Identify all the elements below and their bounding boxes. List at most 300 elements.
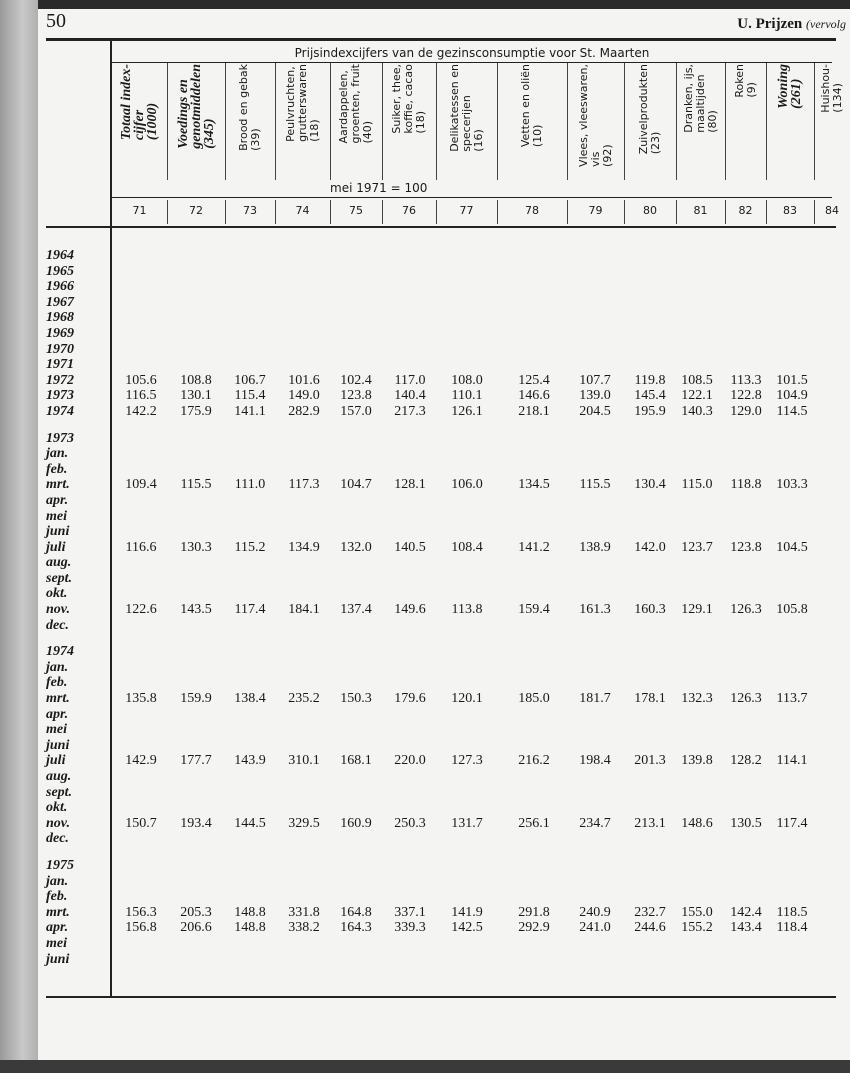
column-header-line: maaltijden: [693, 74, 707, 133]
row-label: 1964: [46, 248, 74, 263]
column-number: 73: [243, 204, 257, 217]
column-header-line: genotmiddelen: [188, 64, 204, 149]
running-head-main: U. Prijzen: [737, 16, 803, 32]
table-row: [0, 920, 850, 936]
cell-78: 125.4: [518, 372, 550, 388]
row-label: mei: [46, 935, 67, 951]
running-head-suffix: (vervolg: [806, 17, 846, 31]
header-bottom-rule: [46, 226, 836, 228]
cell-71: 116.6: [125, 539, 157, 555]
cell-78: 218.1: [518, 403, 550, 419]
cell-82: 142.4: [730, 904, 762, 920]
row-label: juli: [46, 539, 66, 555]
cell-71: 122.6: [125, 602, 157, 618]
row-label: apr.: [46, 920, 69, 936]
row-label: feb.: [46, 889, 68, 905]
cell-81: 115.0: [681, 477, 713, 493]
row-label: nov.: [46, 815, 70, 831]
table-row: [0, 404, 850, 420]
table-row: [0, 769, 850, 785]
cell-79: 198.4: [579, 753, 611, 769]
cell-81: 139.8: [681, 753, 713, 769]
cell-71: 135.8: [125, 691, 157, 707]
row-label: 1968: [46, 310, 74, 326]
cell-79: 107.7: [579, 372, 611, 388]
table-row: [0, 785, 850, 801]
cell-71: 142.9: [125, 753, 157, 769]
title-rule: [112, 62, 832, 63]
row-label: nov.: [46, 602, 70, 618]
row-label: juni: [46, 951, 70, 967]
table-row: [0, 816, 850, 832]
cell-79: 115.5: [579, 477, 611, 493]
row-label: apr.: [46, 706, 69, 722]
column-header-line: Zuivelprodukten: [637, 64, 650, 155]
cell-76: 140.4: [394, 388, 426, 404]
cell-83: 103.3: [776, 477, 808, 493]
cell-73: 148.8: [234, 904, 266, 920]
cell-77: 120.1: [451, 691, 483, 707]
row-label: juni: [46, 524, 70, 540]
cell-77: 108.0: [451, 372, 483, 388]
row-label: mei: [46, 722, 67, 738]
row-label: 1966: [46, 279, 74, 295]
cell-76: 337.1: [394, 904, 426, 920]
table-row: [0, 858, 850, 874]
row-label: 1972: [46, 372, 74, 388]
cell-77: 108.4: [451, 539, 483, 555]
table-row: [0, 874, 850, 890]
table-row: [0, 264, 850, 280]
column-number: 72: [189, 204, 203, 217]
cell-81: 123.7: [681, 539, 713, 555]
cell-78: 146.6: [518, 388, 550, 404]
cell-79: 234.7: [579, 815, 611, 831]
cell-76: 128.1: [394, 477, 426, 493]
cell-75: 164.8: [340, 904, 372, 920]
cell-74: 235.2: [288, 691, 320, 707]
column-header-line: (134): [831, 83, 844, 113]
row-label: jan.: [46, 873, 69, 889]
table-row: [0, 540, 850, 556]
cell-72: 115.5: [180, 477, 212, 493]
header-rule: [112, 197, 832, 198]
page-number: 50: [46, 10, 66, 32]
row-label: apr.: [46, 492, 69, 508]
base-period: mei 1971 = 100: [330, 181, 428, 195]
row-label: mrt.: [46, 691, 70, 707]
cell-82: 126.3: [730, 691, 762, 707]
cell-75: 104.7: [340, 477, 372, 493]
cell-83: 104.5: [776, 539, 808, 555]
row-label: 1973: [46, 430, 74, 446]
column-header-line: groenten, fruit: [349, 64, 362, 144]
cell-81: 155.2: [681, 920, 713, 936]
column-number: 80: [643, 204, 657, 217]
column-header-76: [382, 64, 436, 184]
column-header-82: [725, 64, 766, 184]
column-number: 78: [525, 204, 539, 217]
cell-77: 142.5: [451, 920, 483, 936]
column-header-line: (10): [531, 124, 544, 148]
cell-71: 150.7: [125, 815, 157, 831]
column-number: 79: [588, 204, 603, 217]
column-number: 74: [295, 204, 310, 217]
cell-76: 250.3: [394, 815, 426, 831]
row-label: juni: [46, 737, 70, 753]
cell-78: 292.9: [518, 920, 550, 936]
column-header-line: Totaal index-: [119, 64, 134, 141]
column-header-line: (261): [789, 78, 804, 109]
row-label: okt.: [46, 586, 68, 602]
column-header-line: (9): [744, 82, 758, 98]
top-rule: [46, 38, 836, 41]
table-row: [0, 373, 850, 389]
cell-80: 232.7: [634, 904, 666, 920]
cell-72: 143.5: [180, 602, 212, 618]
cell-81: 132.3: [681, 691, 713, 707]
cell-78: 159.4: [518, 602, 550, 618]
cell-81: 108.5: [681, 372, 713, 388]
cell-74: 331.8: [288, 904, 320, 920]
cell-74: 329.5: [288, 815, 320, 831]
cell-79: 241.0: [579, 920, 611, 936]
column-header-line: (345): [201, 118, 217, 149]
row-label: 1967: [46, 294, 74, 310]
column-header-line: Woning: [776, 64, 791, 109]
cell-73: 117.4: [234, 602, 266, 618]
table-row: [0, 889, 850, 905]
cell-83: 114.1: [776, 753, 808, 769]
cell-76: 140.5: [394, 539, 426, 555]
table-row: [0, 831, 850, 847]
table-row: [0, 738, 850, 754]
table-row: [0, 660, 850, 676]
column-header-line: koffie, cacao: [402, 64, 415, 134]
cell-76: 339.3: [394, 920, 426, 936]
column-header-line: Vetten en oliën: [519, 64, 532, 148]
cell-72: 177.7: [180, 753, 212, 769]
cell-73: 115.2: [234, 539, 266, 555]
table-row: [0, 279, 850, 295]
cell-81: 148.6: [681, 815, 713, 831]
cell-73: 111.0: [234, 477, 266, 493]
cell-80: 142.0: [634, 539, 666, 555]
cell-82: 118.8: [730, 477, 762, 493]
row-label: 1974: [46, 403, 74, 419]
column-header-line: vis: [588, 151, 602, 167]
cell-82: 126.3: [730, 602, 762, 618]
cell-79: 138.9: [579, 539, 611, 555]
row-label: sept.: [46, 784, 73, 800]
table-row: [0, 462, 850, 478]
column-number: 84: [825, 204, 839, 217]
row-label: dec.: [46, 831, 69, 847]
cell-80: 201.3: [634, 753, 666, 769]
cell-72: 175.9: [180, 403, 212, 419]
column-header-line: Vlees, vleeswaren,: [576, 64, 590, 167]
table-row: [0, 952, 850, 968]
column-header-77: [436, 64, 497, 184]
cell-71: 142.2: [125, 403, 157, 419]
cell-76: 217.3: [394, 403, 426, 419]
table-row: [0, 618, 850, 634]
table-row: [0, 357, 850, 373]
cell-74: 338.2: [288, 920, 320, 936]
column-header-line: Aardappelen,: [337, 70, 350, 144]
table-body: [0, 248, 850, 967]
cell-72: 130.1: [180, 388, 212, 404]
cell-79: 161.3: [579, 602, 611, 618]
cell-81: 140.3: [681, 403, 713, 419]
cell-82: 130.5: [730, 815, 762, 831]
cell-72: 205.3: [180, 904, 212, 920]
table-row: [0, 248, 850, 264]
cell-79: 139.0: [579, 388, 611, 404]
table-row: [0, 310, 850, 326]
cell-83: 105.8: [776, 602, 808, 618]
cell-71: 109.4: [125, 477, 157, 493]
cell-75: 164.3: [340, 920, 372, 936]
cell-78: 185.0: [518, 691, 550, 707]
cell-74: 184.1: [288, 602, 320, 618]
column-header-line: Brood en gebak: [237, 64, 250, 151]
cell-73: 148.8: [234, 920, 266, 936]
cell-73: 106.7: [234, 372, 266, 388]
cell-74: 310.1: [288, 753, 320, 769]
cell-80: 130.4: [634, 477, 666, 493]
column-header-83: [766, 64, 814, 184]
cell-72: 130.3: [180, 539, 212, 555]
column-header-line: (18): [414, 111, 427, 134]
row-label: 1970: [46, 341, 74, 357]
cell-74: 101.6: [288, 372, 320, 388]
cell-76: 117.0: [394, 372, 426, 388]
row-label: jan.: [46, 446, 69, 462]
row-label: 1973: [46, 388, 74, 404]
column-header-71: [112, 64, 167, 184]
cell-75: 102.4: [340, 372, 372, 388]
row-label: 1969: [46, 325, 74, 341]
column-number: 71: [132, 204, 147, 217]
column-number: 76: [402, 204, 416, 217]
cell-73: 144.5: [234, 815, 266, 831]
cell-73: 115.4: [234, 388, 266, 404]
table-row: [0, 707, 850, 723]
cell-81: 129.1: [681, 602, 713, 618]
cell-75: 160.9: [340, 815, 372, 831]
cell-83: 113.7: [776, 691, 808, 707]
column-number: 82: [738, 204, 753, 217]
scan-bottom-edge: [0, 1060, 850, 1073]
table-row: [0, 722, 850, 738]
cell-75: 132.0: [340, 539, 372, 555]
cell-81: 122.1: [681, 388, 713, 404]
cell-80: 213.1: [634, 815, 666, 831]
cell-80: 195.9: [634, 403, 666, 419]
column-header-line: Dranken, ijs,: [681, 64, 695, 133]
column-header-73: [225, 64, 275, 184]
table-row: [0, 571, 850, 587]
running-head: [737, 16, 846, 33]
column-header-line: specerijen: [459, 95, 473, 152]
row-label: aug.: [46, 555, 72, 571]
cell-83: 101.5: [776, 372, 808, 388]
row-label: aug.: [46, 769, 72, 784]
cell-77: 113.8: [451, 602, 483, 618]
cell-75: 150.3: [340, 691, 372, 707]
cell-78: 141.2: [518, 539, 550, 555]
column-header-line: Suiker, thee,: [390, 64, 403, 134]
cell-79: 240.9: [579, 904, 611, 920]
column-number: 77: [459, 204, 474, 217]
cell-82: 113.3: [730, 372, 762, 388]
row-label: dec.: [46, 617, 69, 633]
column-header-81: [676, 64, 725, 184]
table-row: [0, 753, 850, 769]
cell-77: 141.9: [451, 904, 483, 920]
table-row: [0, 493, 850, 509]
column-header-line: (80): [705, 110, 719, 133]
cell-82: 143.4: [730, 920, 762, 936]
column-header-74: [275, 64, 330, 184]
cell-79: 181.7: [579, 691, 611, 707]
table-row: [0, 691, 850, 707]
row-label: 1975: [46, 857, 74, 873]
cell-78: 256.1: [518, 815, 550, 831]
cell-77: 126.1: [451, 403, 483, 419]
column-header-79: [567, 64, 624, 184]
cell-78: 134.5: [518, 477, 550, 493]
row-label: juli: [46, 753, 66, 769]
cell-78: 291.8: [518, 904, 550, 920]
table-row: [0, 936, 850, 952]
cell-78: 216.2: [518, 753, 550, 769]
cell-83: 117.4: [776, 815, 808, 831]
table-row: [0, 509, 850, 525]
row-label: okt.: [46, 800, 68, 816]
column-header-line: Roken: [732, 64, 746, 98]
table-row: [0, 524, 850, 540]
cell-77: 131.7: [451, 815, 483, 831]
cell-72: 108.8: [180, 372, 212, 388]
column-number: 75: [349, 204, 363, 217]
column-header-line: (23): [649, 131, 662, 155]
column-header-line: (39): [249, 128, 262, 151]
row-label: sept.: [46, 570, 73, 586]
table-title: Prijsindexcijfers van de gezinsconsumptie voor St. Maarten: [294, 46, 650, 60]
cell-82: 123.8: [730, 539, 762, 555]
cell-73: 143.9: [234, 753, 266, 769]
table-row: [0, 477, 850, 493]
column-header-72: [167, 64, 225, 184]
table-row: [0, 675, 850, 691]
cell-81: 155.0: [681, 904, 713, 920]
cell-76: 149.6: [394, 602, 426, 618]
bottom-rule: [46, 996, 836, 998]
column-header-78: [497, 64, 567, 184]
row-label: jan.: [46, 659, 69, 675]
column-header-line: Voedings en: [175, 79, 191, 149]
row-label: feb.: [46, 675, 68, 691]
cell-72: 193.4: [180, 815, 212, 831]
cell-74: 134.9: [288, 539, 320, 555]
column-header-line: Delikatessen en: [447, 64, 461, 152]
cell-76: 220.0: [394, 753, 426, 769]
cell-71: 156.8: [125, 920, 157, 936]
cell-77: 127.3: [451, 753, 483, 769]
column-header-line: Huishou-: [819, 64, 832, 113]
column-header-75: [330, 64, 382, 184]
row-label: feb.: [46, 461, 68, 477]
cell-82: 129.0: [730, 403, 762, 419]
column-number: 83: [783, 204, 797, 217]
cell-83: 118.5: [776, 904, 808, 920]
column-header-84: [814, 64, 850, 184]
column-header-line: (1000): [145, 102, 160, 141]
row-label: 1971: [46, 357, 74, 373]
cell-82: 122.8: [730, 388, 762, 404]
cell-83: 114.5: [776, 403, 808, 419]
row-label: mrt.: [46, 477, 70, 493]
table-row: [0, 586, 850, 602]
column-header-line: (40): [361, 120, 374, 144]
cell-80: 119.8: [634, 372, 666, 388]
cell-82: 128.2: [730, 753, 762, 769]
cell-75: 137.4: [340, 602, 372, 618]
cell-80: 178.1: [634, 691, 666, 707]
cell-80: 160.3: [634, 602, 666, 618]
column-header-line: (92): [600, 144, 614, 167]
cell-77: 106.0: [451, 477, 483, 493]
table-row: [0, 800, 850, 816]
cell-83: 118.4: [776, 920, 808, 936]
cell-75: 123.8: [340, 388, 372, 404]
scan-top-edge: [0, 0, 850, 9]
column-header-line: cijfer: [132, 109, 147, 141]
cell-74: 149.0: [288, 388, 320, 404]
cell-74: 282.9: [288, 403, 320, 419]
cell-83: 104.9: [776, 388, 808, 404]
column-number: 81: [693, 204, 708, 217]
table-row: [0, 431, 850, 447]
column-header-line: grutterswaren: [295, 64, 309, 142]
table-row: [0, 342, 850, 358]
table-row: [0, 388, 850, 404]
row-label: 1974: [46, 644, 74, 660]
table-row: [0, 446, 850, 462]
column-header-line: Peulvruchten,: [283, 66, 297, 142]
cell-75: 168.1: [340, 753, 372, 769]
cell-75: 157.0: [340, 403, 372, 419]
table-row: [0, 555, 850, 571]
table-row: [0, 326, 850, 342]
cell-71: 116.5: [125, 388, 157, 404]
table-row: [0, 905, 850, 921]
table-row: [0, 602, 850, 618]
cell-71: 156.3: [125, 904, 157, 920]
column-header-line: (18): [307, 119, 321, 142]
row-label: mei: [46, 508, 67, 524]
cell-73: 138.4: [234, 691, 266, 707]
table-row: [0, 295, 850, 311]
column-header-line: (16): [471, 129, 485, 152]
cell-73: 141.1: [234, 403, 266, 419]
cell-80: 145.4: [634, 388, 666, 404]
row-label: mrt.: [46, 904, 70, 920]
table-row: [0, 644, 850, 660]
cell-72: 159.9: [180, 691, 212, 707]
